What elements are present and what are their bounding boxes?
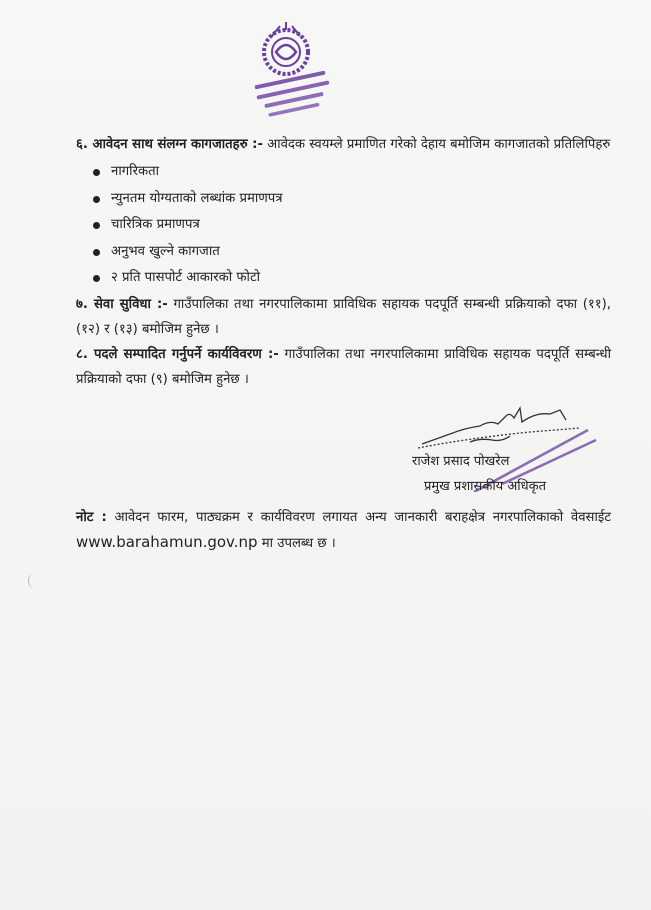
list-item: न्युनतम योग्यताको लब्धांक प्रमाणपत्र xyxy=(93,186,611,213)
signatory-name: राजेश प्रसाद पोखरेल xyxy=(412,454,510,469)
section-6-text: आवेदक स्वयम्ले प्रमाणित गरेको देहाय बमोजिम कागजातको प्रतिलिपिहरु xyxy=(267,137,611,152)
note-text-before: आवेदन फारम, पाठ्यक्रम र कार्यविवरण लगायत अन्य जानकारी बराहक्षेत्र नगरपालिकाको वेवसाईट xyxy=(114,510,611,525)
list-item: अनुभव खुल्ने कागजात xyxy=(93,239,611,266)
section-6-heading: ६. आवेदन साथ संलग्न कागजातहरु :- xyxy=(76,137,263,152)
section-7-text: गाउँपालिका तथा नगरपालिकामा प्राविधिक सहायक पदपूर्ति सम्बन्धी प्रक्रियाको दफा (११), (१२) र (१३) बमोजिम हुनेछ । xyxy=(76,296,611,337)
list-item: नागरिकता xyxy=(93,159,611,186)
punch-hole-mark xyxy=(28,574,39,588)
note-text-after: मा उपलब्ध छ । xyxy=(261,536,336,551)
note-paragraph xyxy=(76,505,611,556)
section-8-paragraph xyxy=(76,342,611,392)
list-item: चारित्रिक प्रमाणपत्र xyxy=(93,212,611,239)
section-8-text: गाउँपालिका तथा नगरपालिकामा प्राविधिक सहायक पदपूर्ति सम्बन्धी प्रक्रियाको दफा (९) बमोजिम हुनेछ । xyxy=(76,346,611,387)
note-label: नोट : xyxy=(76,510,107,525)
section-7-heading: ७. सेवा सुविधा :- xyxy=(76,296,168,312)
document-list xyxy=(76,159,611,292)
section-7-paragraph xyxy=(76,292,611,342)
municipality-seal xyxy=(228,22,348,130)
section-6-paragraph xyxy=(76,132,611,157)
section-8-heading: ८. पदले सम्पादित गर्नुपर्ने कार्यविवरण :- xyxy=(76,346,279,362)
main-content xyxy=(76,132,611,392)
list-item: २ प्रति पासपोर्ट आकारको फोटो xyxy=(93,265,611,292)
signatory-title: प्रमुख प्रशासकीय अधिकृत xyxy=(424,479,547,494)
website-link[interactable]: www.barahamun.gov.np xyxy=(76,533,258,551)
signature-block xyxy=(410,402,610,492)
